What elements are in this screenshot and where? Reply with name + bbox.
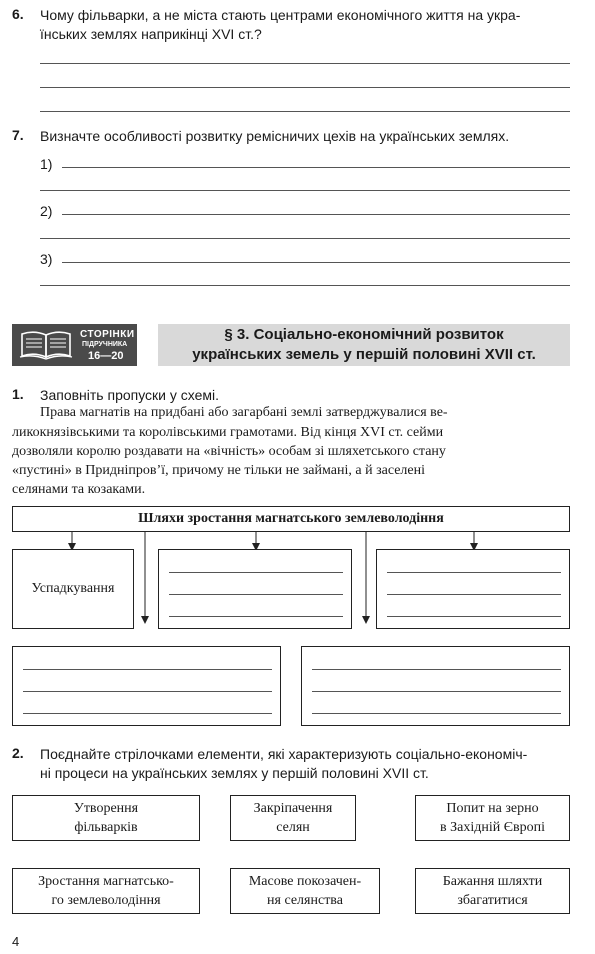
match-box-line: селян — [276, 820, 310, 835]
scheme-blank-box[interactable] — [158, 549, 352, 629]
badge-label-textbook: ПІДРУЧНИКА — [82, 341, 128, 348]
answer-line[interactable] — [387, 616, 561, 617]
task-1-instruction: Заповніть пропуски у схемі. — [40, 387, 220, 403]
task-2-number: 2. — [12, 745, 24, 761]
item-label-1: 1) — [40, 156, 53, 172]
task-2-text-line2: ні процеси на українських землях у першій половині XVII ст. — [40, 765, 429, 781]
answer-line[interactable] — [23, 691, 272, 692]
item-label-3: 3) — [40, 251, 53, 267]
match-box-magnate-growth[interactable] — [12, 868, 200, 914]
match-box-line: Попит на зерно — [446, 801, 539, 816]
badge-label-pages: СТОРІНКИ — [80, 329, 135, 340]
task-1-paragraph-line3: дозволяли королю роздавати на «вічність» особам зі шляхетського стану — [12, 444, 446, 459]
badge-page-range: 16—20 — [88, 350, 124, 362]
answer-line[interactable] — [23, 669, 272, 670]
answer-line[interactable] — [312, 713, 561, 714]
match-box-line: ня селянства — [267, 893, 343, 908]
match-box-farmsteads[interactable] — [12, 795, 200, 841]
question-6-text-line1: Чому фільварки, а не міста стають центрами економічного життя на укра- — [40, 7, 521, 23]
answer-line[interactable] — [312, 691, 561, 692]
match-box-grain-demand[interactable] — [415, 795, 570, 841]
answer-line[interactable] — [169, 572, 343, 573]
answer-line[interactable] — [387, 572, 561, 573]
answer-line[interactable] — [387, 594, 561, 595]
task-1-paragraph-line4: «пустині» в Придніпров’ї, причому не тільки не займані, а й заселені — [12, 463, 425, 478]
task-1-paragraph-line1: Права магнатів на придбані або загарбані землі затверджувалися ве- — [40, 405, 448, 420]
inheritance-box: Успадкування — [12, 549, 134, 629]
answer-line[interactable] — [169, 594, 343, 595]
scheme-blank-box[interactable] — [376, 549, 570, 629]
task-1-paragraph-line5: селянами та козаками. — [12, 482, 146, 497]
match-box-serfdom[interactable] — [230, 795, 356, 841]
question-7-number: 7. — [12, 127, 24, 143]
answer-line[interactable] — [312, 669, 561, 670]
match-box-line: збагатитися — [457, 893, 528, 908]
task-1-number: 1. — [12, 386, 24, 402]
task-1-paragraph-line2: ликокнязівськими та королівськими грамотами. Від кінця XVI ст. сейми — [12, 425, 444, 440]
match-box-line: Закріпачення — [253, 801, 333, 816]
question-7-text: Визначте особливості розвитку ремісничих цехів на українських землях. — [40, 128, 510, 144]
question-6-number: 6. — [12, 6, 24, 22]
answer-line[interactable] — [23, 713, 272, 714]
question-6-text-line2: їнських землях наприкінці XVI ст.? — [40, 26, 262, 42]
task-2-text-line1: Поєднайте стрілочками елементи, які характеризують соціально-економіч- — [40, 746, 528, 762]
item-label-2: 2) — [40, 203, 53, 219]
match-box-cossackization[interactable] — [230, 868, 380, 914]
scheme-title-box: Шляхи зростання магнатського землеволодіння — [12, 506, 570, 532]
match-box-line: Утворення — [73, 801, 139, 816]
answer-line[interactable] — [169, 616, 343, 617]
match-box-line: Зростання магнатсько- — [38, 874, 174, 889]
match-box-line: Бажання шляхти — [442, 874, 543, 889]
scheme-blank-box[interactable] — [12, 646, 281, 726]
match-box-line: Масове покозачен- — [248, 874, 362, 889]
match-box-line: фільварків — [74, 820, 138, 835]
match-box-line: в Західній Європі — [440, 820, 545, 835]
section-title-line2: українських земель у першій половині XVII ст. — [192, 346, 536, 363]
page-number: 4 — [12, 934, 20, 949]
section-title-line1: § 3. Соціально-економічний розвиток — [224, 326, 504, 343]
scheme-blank-box[interactable] — [301, 646, 570, 726]
match-box-gentry-enrichment[interactable] — [415, 868, 570, 914]
match-box-line: го землеволодіння — [51, 893, 161, 908]
